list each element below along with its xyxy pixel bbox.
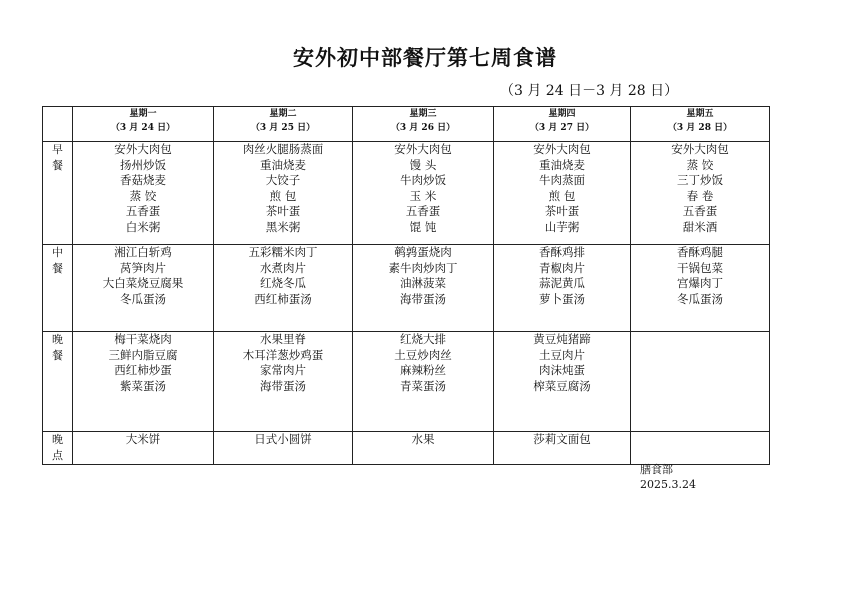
footer-date: 2025.3.24 xyxy=(640,478,696,491)
meal-row-dinner xyxy=(43,332,770,432)
day-date: （3 月 24 日） xyxy=(110,123,176,133)
menu-cell xyxy=(353,332,494,432)
day-header xyxy=(73,107,214,142)
menu-item: 木耳洋葱炒鸡蛋 xyxy=(242,347,324,362)
menu-item: 黑米粥 xyxy=(265,219,301,234)
menu-item: 麻辣粉丝 xyxy=(400,363,446,377)
menu-item: 白米粥 xyxy=(125,219,161,234)
menu-cell xyxy=(353,142,494,245)
menu-item: 水果里脊 xyxy=(260,332,306,346)
menu-item: 黄豆炖猪蹄 xyxy=(533,332,591,346)
menu-item: 梅干菜烧肉 xyxy=(114,332,172,346)
menu-cell xyxy=(631,142,770,245)
menu-cell xyxy=(494,245,631,332)
menu-table xyxy=(42,106,770,465)
menu-cell xyxy=(214,332,353,432)
day-name: 星期五 xyxy=(686,109,714,119)
menu-item: 土豆肉片 xyxy=(539,347,585,362)
menu-item: 肉沫炖蛋 xyxy=(539,363,585,377)
menu-item: 鹌鹑蛋烧肉 xyxy=(394,245,452,259)
menu-item: 水煮肉片 xyxy=(260,260,306,275)
meal-label-char: 早 xyxy=(52,143,63,156)
menu-item: 香酥鸡排 xyxy=(539,245,585,259)
menu-item: 海带蛋汤 xyxy=(400,291,446,306)
meal-row-lunch xyxy=(43,245,770,332)
menu-item: 山芋粥 xyxy=(544,219,580,234)
day-date: （3 月 27 日） xyxy=(529,123,595,133)
menu-item: 莴笋肉片 xyxy=(120,260,166,275)
page-title: 安外初中部餐厅第七周食谱 xyxy=(293,46,557,70)
menu-cell xyxy=(214,245,353,332)
meal-label-char: 点 xyxy=(52,449,63,462)
menu-item: 煎 包 xyxy=(548,188,576,203)
menu-cell xyxy=(73,245,214,332)
day-header xyxy=(353,107,494,142)
menu-item: 土豆炒肉丝 xyxy=(394,347,452,362)
menu-item: 湘江白斩鸡 xyxy=(114,245,172,259)
meal-label xyxy=(43,332,73,432)
menu-item: 香酥鸡腿 xyxy=(677,245,723,259)
day-name: 星期二 xyxy=(269,109,297,119)
menu-item: 莎莉文面包 xyxy=(533,432,591,446)
menu-item: 红烧大排 xyxy=(400,332,446,346)
menu-cell xyxy=(631,432,770,465)
menu-item: 安外大肉包 xyxy=(671,142,729,156)
menu-item: 大饺子 xyxy=(265,173,301,187)
meal-row-breakfast xyxy=(43,142,770,245)
menu-item: 重油烧麦 xyxy=(260,157,306,172)
menu-item: 青椒肉片 xyxy=(539,260,585,275)
menu-item: 干锅包菜 xyxy=(677,260,723,275)
menu-item: 蒜泥黄瓜 xyxy=(539,276,585,290)
menu-item: 水果 xyxy=(411,432,435,446)
day-header xyxy=(494,107,631,142)
menu-item: 茶叶蛋 xyxy=(265,204,301,218)
menu-cell xyxy=(494,432,631,465)
menu-item: 紫菜蛋汤 xyxy=(120,378,166,393)
menu-item: 馒 头 xyxy=(409,157,437,172)
menu-item: 安外大肉包 xyxy=(114,142,172,156)
menu-cell xyxy=(353,245,494,332)
menu-item: 五香蛋 xyxy=(405,204,441,218)
menu-item: 三丁炒饭 xyxy=(677,173,723,187)
menu-item: 红烧冬瓜 xyxy=(260,276,306,290)
menu-item: 大米饼 xyxy=(125,432,161,446)
menu-cell xyxy=(73,432,214,465)
menu-item: 宫爆肉丁 xyxy=(677,276,723,290)
meal-label xyxy=(43,142,73,245)
menu-item: 大白菜烧豆腐果 xyxy=(102,276,184,290)
corner-cell xyxy=(43,107,73,142)
day-name: 星期一 xyxy=(129,109,157,119)
menu-item: 煎 包 xyxy=(269,188,297,203)
menu-item: 西红柿蛋汤 xyxy=(254,291,312,306)
menu-item: 冬瓜蛋汤 xyxy=(120,291,166,306)
menu-cell xyxy=(631,245,770,332)
day-date: （3 月 26 日） xyxy=(390,123,456,133)
menu-item: 榨菜豆腐汤 xyxy=(533,378,591,393)
meal-label xyxy=(43,432,73,465)
menu-item: 甜米酒 xyxy=(682,219,718,234)
menu-item: 馄 饨 xyxy=(409,219,437,234)
menu-item: 重油烧麦 xyxy=(539,157,585,172)
menu-item: 家常肉片 xyxy=(260,363,306,377)
meal-label-char: 晚 xyxy=(52,333,63,346)
menu-cell xyxy=(494,142,631,245)
menu-cell xyxy=(353,432,494,465)
menu-item: 三鲜内脂豆腐 xyxy=(108,347,178,362)
menu-cell xyxy=(631,332,770,432)
date-range: （3 月 24 日－3 月 28 日） xyxy=(500,83,679,99)
day-name: 星期四 xyxy=(548,109,576,119)
meal-label-char: 餐 xyxy=(52,349,63,362)
meal-label xyxy=(43,245,73,332)
menu-item: 油淋菠菜 xyxy=(400,276,446,290)
menu-item: 春 卷 xyxy=(686,188,714,203)
header-row xyxy=(43,107,770,142)
menu-item: 素牛肉炒肉丁 xyxy=(388,260,458,275)
day-name: 星期三 xyxy=(409,109,437,119)
day-date: （3 月 25 日） xyxy=(250,123,316,133)
meal-label-char: 晚 xyxy=(52,433,63,446)
menu-item: 日式小圆饼 xyxy=(254,432,312,446)
menu-item: 牛肉炒饭 xyxy=(400,173,446,187)
day-date: （3 月 28 日） xyxy=(667,123,733,133)
day-header xyxy=(631,107,770,142)
menu-item: 肉丝火腿肠蒸面 xyxy=(242,142,324,156)
menu-item: 蒸 饺 xyxy=(129,188,157,203)
meal-label-char: 餐 xyxy=(52,262,63,275)
menu-item: 香菇烧麦 xyxy=(120,173,166,187)
menu-item: 西红柿炒蛋 xyxy=(114,363,172,377)
menu-cell xyxy=(73,142,214,245)
menu-item: 安外大肉包 xyxy=(533,142,591,156)
menu-cell xyxy=(494,332,631,432)
menu-item: 蒸 饺 xyxy=(686,157,714,172)
menu-item: 冬瓜蛋汤 xyxy=(677,291,723,306)
meal-label-char: 中 xyxy=(52,246,63,259)
footer-department: 膳食部 xyxy=(640,463,673,476)
menu-item: 扬州炒饭 xyxy=(120,157,166,172)
meal-row-snack xyxy=(43,432,770,465)
menu-item: 玉 米 xyxy=(409,188,437,203)
menu-item: 安外大肉包 xyxy=(394,142,452,156)
day-header xyxy=(214,107,353,142)
menu-cell xyxy=(214,432,353,465)
menu-item: 青菜蛋汤 xyxy=(400,378,446,393)
menu-cell xyxy=(73,332,214,432)
menu-item: 牛肉蒸面 xyxy=(539,173,585,187)
menu-item: 五香蛋 xyxy=(125,204,161,218)
menu-item: 茶叶蛋 xyxy=(544,204,580,218)
menu-item: 五彩糯米肉丁 xyxy=(248,245,318,259)
meal-label-char: 餐 xyxy=(52,159,63,172)
menu-item: 萝卜蛋汤 xyxy=(539,291,585,306)
menu-item: 海带蛋汤 xyxy=(260,378,306,393)
menu-cell xyxy=(214,142,353,245)
menu-item: 五香蛋 xyxy=(682,204,718,218)
